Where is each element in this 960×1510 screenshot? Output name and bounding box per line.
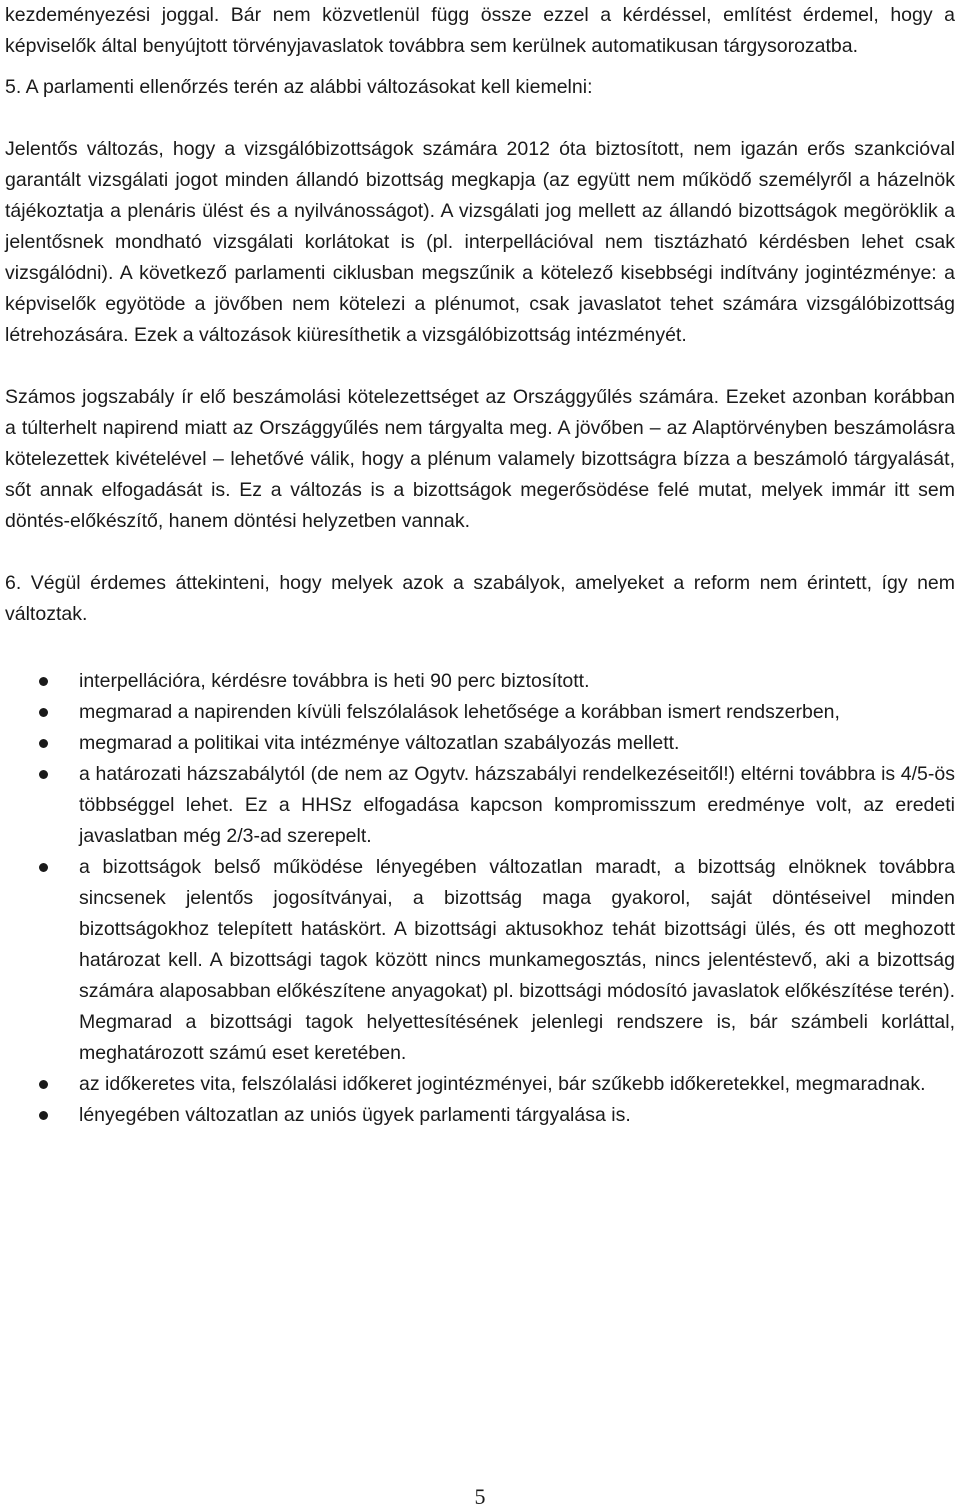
list-item (5, 852, 955, 1069)
intro-paragraph: kezdeményezési joggal. Bár nem közvetlenül függ össze ezzel a kérdéssel, említést érdemel, hogy a képviselők által benyújtott törvényjavaslatok továbbra sem kerülnek automatikusan tárgysorozatba. (5, 4, 955, 57)
page-number: 5 (474, 1484, 486, 1509)
bullet-icon (39, 770, 48, 779)
list-item (5, 666, 955, 697)
point-6-paragraph: 6. Végül érdemes áttekinteni, hogy melyek azok a szabályok, amelyeket a reform nem érintett, így nem változtak. (5, 572, 955, 625)
bullet-icon (39, 739, 48, 748)
bullet-icon (39, 1080, 48, 1089)
point-5-heading: 5. A parlamenti ellenőrzés terén az alábbi változásokat kell kiemelni: (5, 76, 593, 98)
investigative-committee-paragraph: Jelentős változás, hogy a vizsgálóbizottságok számára 2012 óta biztosított, nem igazán erős szankcióval garantált vizsgálati jogot minden állandó bizottság megkapja (az együtt nem működő személyről a házelnök tájékoztatja a plenáris ülést és a nyilvánosságot). A vizsgálati jog mellett az állandó bizottságok megöröklik a jelentősnek mondható vizsgálati korlátokat is (pl. interpellációval nem tisztázható kérdésben lehet csak vizsgálódni). A következő parlamenti ciklusban megszűnik a kötelező kisebbségi indítvány jogintézménye: a képviselők egyötöde a jövőben nem kötelezi a plénumot, csak javaslatot tehet számára vizsgálóbizottság létrehozására. Ezek a változások kiüresíthetik a vizsgálóbizottság intézményét. (5, 138, 955, 346)
list-item (5, 759, 955, 852)
list-item-text: az időkeretes vita, felszólalási időkeret jogintézményei, bár szűkebb időkeretekkel, megmaradnak. (79, 1073, 926, 1095)
list-item-text: a határozati házszabálytól (de nem az Ogytv. házszabályi rendelkezéseitől!) eltérni továbbra is 4/5-ös többséggel lehet. Ez a HHSz elfogadása kapcson kompromisszum eredménye volt, az eredeti javaslatban még 2/3-ad szerepelt. (79, 763, 955, 847)
reporting-obligation-paragraph: Számos jogszabály ír elő beszámolási kötelezettséget az Országgyűlés számára. Ezeket azonban korábban a túlterhelt napirend miatt az Országgyűlés nem tárgyalta meg. A jövőben – az Alaptörvényben beszámolásra kötelezettek kivételével – lehetővé válik, hogy a plénum valamely bizottságra bízza a beszámoló tárgyalását, sőt annak elfogadását is. Ez a változás is a bizottságok megerősödése felé mutat, melyek immár itt sem döntés-előkészítő, hanem döntési helyzetben vannak. (5, 386, 955, 532)
list-item-text: a bizottságok belső működése lényegében változatlan maradt, a bizottság elnöknek továbbra sincsenek jelentős jogosítványai, a bizottság maga gyakorol, saját döntéseivel minden bizottságokhoz telepített hatáskört. A bizottsági aktusokhoz tehát bizottsági ülés, és ott meghozott határozat kell. A bizottsági tagok között nincs munkamegosztás, nincs jelentéstevő, aki a bizottság számára alaposabban előkészítene anyagokat) pl. bizottsági módosító javaslatok előkészítése terén). Megmarad a bizottsági tagok helyettesítésének jelenlegi rendszere is, bár számbeli korláttal, meghatározott számú eset keretében. (79, 856, 955, 1064)
list-item (5, 1069, 955, 1100)
list-item (5, 697, 955, 728)
bullet-icon (39, 677, 48, 686)
list-item-text: megmarad a napirenden kívüli felszólalások lehetősége a korábban ismert rendszerben, (79, 701, 840, 723)
bullet-icon (39, 863, 48, 872)
list-item (5, 728, 955, 759)
bullet-icon (39, 1111, 48, 1120)
list-item-text: lényegében változatlan az uniós ügyek parlamenti tárgyalása is. (79, 1104, 631, 1126)
list-item-text: interpellációra, kérdésre továbbra is heti 90 perc biztosított. (79, 670, 590, 692)
bullet-icon (39, 708, 48, 717)
list-item-text: megmarad a politikai vita intézménye változatlan szabályozás mellett. (79, 732, 680, 754)
unchanged-rules-list (5, 666, 955, 1131)
document-page (5, 0, 955, 1131)
list-item (5, 1100, 955, 1131)
